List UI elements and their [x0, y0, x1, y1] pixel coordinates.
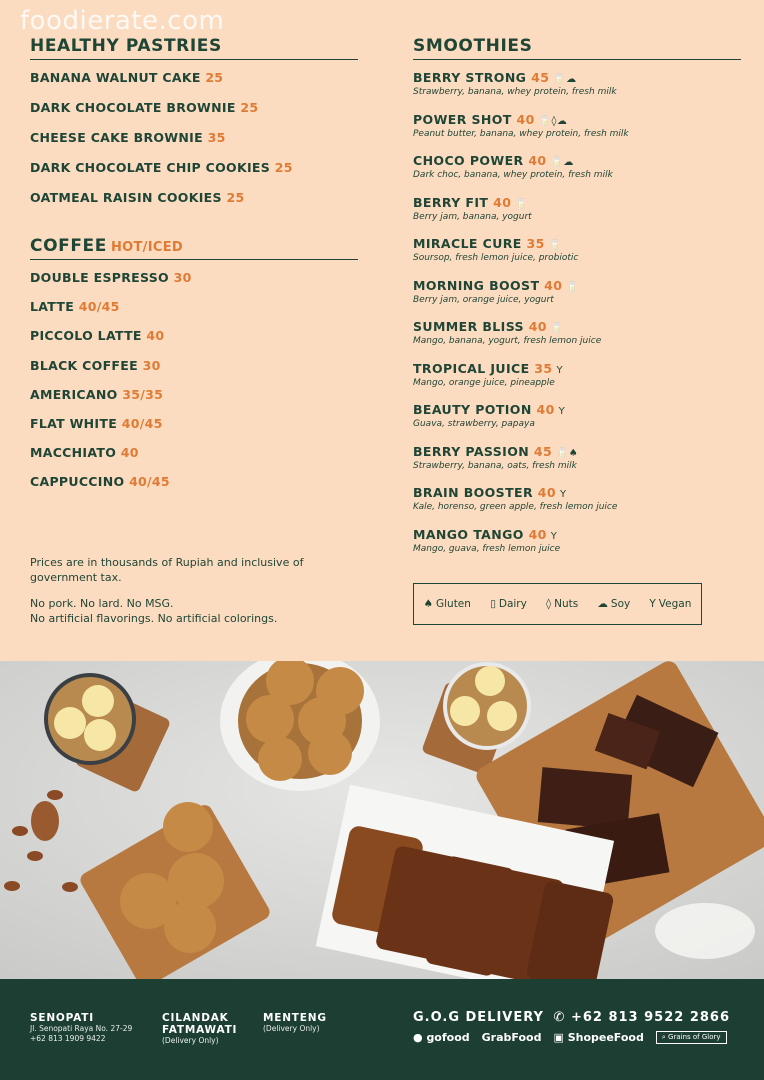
- gog-label: Grains of Glory: [668, 1033, 721, 1041]
- list-item: [30, 416, 358, 445]
- list-item: [30, 328, 358, 357]
- list-item: [30, 70, 358, 100]
- item-name: DOUBLE ESPRESSO: [30, 270, 169, 285]
- item-price: 25: [226, 190, 245, 205]
- location-menteng: [263, 1012, 327, 1034]
- item-name: AMERICANO: [30, 386, 118, 402]
- location-name-2: FATMAWATI: [162, 1024, 238, 1036]
- item-name: BERRY PASSION: [413, 443, 530, 459]
- no-artificial-note: No artificial flavorings. No artificial colorings.: [30, 611, 278, 625]
- list-item: [413, 153, 741, 195]
- food-photo-illustration: [0, 661, 764, 979]
- item-name: BEAUTY POTION: [413, 402, 532, 417]
- legend-label: Gluten: [435, 598, 471, 610]
- list-item: [30, 445, 358, 474]
- item-name: BERRY STRONG: [413, 70, 527, 85]
- dairy-icon: 🥛: [548, 240, 562, 251]
- legend-label: Dairy: [498, 598, 527, 610]
- list-item: [413, 402, 741, 444]
- list-item: [30, 130, 358, 160]
- list-item: [413, 195, 741, 237]
- item-name: POWER SHOT: [413, 111, 512, 127]
- item-price: 30: [142, 357, 161, 373]
- item-price: 40: [528, 153, 547, 168]
- list-item: [30, 358, 358, 387]
- item-price: 40: [537, 485, 556, 500]
- vegan-icon: Y: [649, 598, 656, 610]
- coffee-list: [30, 270, 358, 504]
- list-item: [413, 527, 741, 569]
- allergen-legend: [413, 583, 702, 625]
- left-column: [30, 36, 358, 490]
- item-name: MANGO TANGO: [413, 526, 524, 542]
- location-phone: +62 813 1909 9422: [30, 1034, 106, 1043]
- item-description: Kale, horenso, green apple, fresh lemon juice: [413, 502, 618, 512]
- item-description: Strawberry, banana, whey protein, fresh milk: [413, 87, 617, 97]
- list-item: [413, 278, 741, 320]
- item-description: Peanut butter, banana, whey protein, fresh milk: [413, 128, 629, 139]
- list-item: [413, 361, 741, 403]
- gofood-logo: ● gofood: [413, 1031, 470, 1044]
- item-price: 35: [207, 130, 226, 145]
- coffee-subtitle: HOT/ICED: [110, 240, 183, 255]
- item-price: 40/45: [129, 474, 170, 490]
- shopeefood-logo: ▣ ShopeeFood: [553, 1031, 644, 1044]
- item-name: BERRY FIT: [413, 194, 489, 210]
- delivery-apps: [413, 1031, 727, 1044]
- item-name: DARK CHOCOLATE BROWNIE: [30, 100, 236, 115]
- whatsapp-icon: ✆: [553, 1010, 566, 1025]
- item-name: LATTE: [30, 299, 75, 315]
- location-cilandak: [162, 1012, 237, 1046]
- item-price: 25: [205, 70, 224, 85]
- item-description: Mango, orange juice, pineapple: [413, 377, 555, 388]
- list-item: [30, 474, 358, 503]
- item-price: 40: [146, 328, 165, 344]
- item-name: MACCHIATO: [30, 445, 117, 461]
- item-name: DARK CHOCOLATE CHIP COOKIES: [30, 160, 271, 175]
- location-name: MENTENG: [263, 1012, 327, 1024]
- vegan-icon: Y: [550, 530, 558, 542]
- legend-nuts: [546, 598, 578, 610]
- delivery-label: G.O.G DELIVERY: [413, 1010, 544, 1025]
- delivery-phone: +62 813 9522 2866: [570, 1010, 730, 1025]
- vegan-icon: Y: [556, 364, 564, 376]
- dairy-icon: 🥛: [515, 198, 529, 210]
- item-price: 40/45: [121, 415, 163, 431]
- dairy-icon: 🥛: [566, 281, 580, 293]
- item-price: 40: [544, 277, 563, 293]
- list-item: [30, 100, 358, 130]
- coffee-title-text: COFFEE: [30, 236, 107, 256]
- food-photo: [0, 661, 764, 979]
- location-note: (Delivery Only): [263, 1024, 320, 1033]
- dairy-soy-icon: 🥛☁: [553, 74, 577, 85]
- shopeefood-label: ShopeeFood: [567, 1031, 644, 1044]
- item-price: 40: [536, 402, 555, 417]
- list-item: [413, 485, 741, 527]
- vegan-icon: Y: [558, 406, 566, 417]
- item-name: CAPPUCCINO: [30, 474, 125, 490]
- item-price: 45: [531, 70, 550, 85]
- watermark: foodierate.com: [20, 6, 225, 36]
- delivery-info: [413, 1010, 730, 1025]
- pastries-title: HEALTHY PASTRIES: [30, 36, 358, 60]
- item-price: 35: [526, 236, 545, 251]
- legend-dairy: [490, 598, 527, 610]
- legend-label: Vegan: [658, 598, 692, 610]
- list-item: [413, 236, 741, 278]
- smoothies-list: [413, 70, 741, 568]
- location-senopati: [30, 1012, 132, 1044]
- list-item: [30, 160, 358, 190]
- item-name: MIRACLE CURE: [413, 236, 522, 251]
- list-item: [413, 70, 741, 112]
- item-name: FLAT WHITE: [30, 415, 118, 431]
- item-description: Berry jam, orange juice, yogurt: [413, 294, 554, 305]
- item-price: 45: [533, 443, 553, 459]
- price-note: Prices are in thousands of Rupiah and inclusive of government tax.: [30, 556, 304, 584]
- dairy-icon: 🥛: [550, 323, 564, 334]
- item-name: PICCOLO LATTE: [30, 328, 142, 344]
- item-price: 25: [240, 100, 259, 115]
- dairy-soy-icon: 🥛☁: [550, 157, 574, 168]
- smoothies-title: SMOOTHIES: [413, 36, 741, 60]
- item-description: Mango, banana, yogurt, fresh lemon juice: [413, 336, 602, 346]
- location-name: SENOPATI: [30, 1012, 94, 1024]
- coffee-section: [30, 236, 358, 504]
- dairy-gluten-icon: 🥛♠: [556, 447, 579, 459]
- footer: [0, 979, 764, 1080]
- list-item: [30, 299, 358, 328]
- item-name: TROPICAL JUICE: [413, 360, 530, 376]
- legend-label: Soy: [610, 598, 631, 610]
- list-item: [413, 319, 741, 361]
- item-description: Mango, guava, fresh lemon juice: [413, 543, 561, 554]
- item-name: CHOCO POWER: [413, 153, 524, 168]
- list-item: [30, 387, 358, 416]
- item-description: Soursop, fresh lemon juice, probiotic: [413, 253, 579, 263]
- legend-label: Nuts: [554, 598, 579, 610]
- item-description: Strawberry, banana, oats, fresh milk: [413, 460, 577, 471]
- vegan-icon: Y: [559, 489, 567, 500]
- item-name: CHEESE CAKE BROWNIE: [30, 130, 203, 145]
- legend-gluten: [424, 598, 471, 610]
- item-price: 40/45: [78, 299, 120, 315]
- item-name: BANANA WALNUT CAKE: [30, 70, 201, 85]
- item-price: 40: [493, 194, 512, 210]
- item-price: 40: [528, 526, 547, 542]
- item-description: Dark choc, banana, whey protein, fresh milk: [413, 170, 613, 180]
- grabfood-logo: GrabFood: [481, 1031, 542, 1044]
- dairy-nuts-soy-icon: 🥛◊☁: [538, 115, 568, 127]
- list-item: [413, 444, 741, 486]
- gluten-icon: ♠: [423, 598, 433, 610]
- item-price: 40: [120, 445, 139, 461]
- item-name: SUMMER BLISS: [413, 319, 524, 334]
- soy-icon: ☁: [597, 598, 608, 610]
- gofood-label: gofood: [426, 1031, 470, 1044]
- item-name: BLACK COFFEE: [30, 357, 138, 373]
- location-note: (Delivery Only): [162, 1036, 219, 1045]
- location-address: Jl. Senopati Raya No. 27-29: [30, 1024, 133, 1033]
- list-item: [413, 112, 741, 154]
- coffee-title: [30, 236, 358, 260]
- menu-notes: [30, 556, 360, 638]
- item-price: 35: [534, 360, 553, 376]
- item-price: 35/35: [122, 386, 164, 402]
- right-column: [413, 36, 741, 568]
- item-name: BRAIN BOOSTER: [413, 485, 533, 500]
- location-name: CILANDAK: [162, 1012, 229, 1024]
- item-price: 40: [516, 111, 535, 127]
- item-description: Berry jam, banana, yogurt: [413, 211, 532, 222]
- item-price: 40: [528, 319, 547, 334]
- item-description: Guava, strawberry, papaya: [413, 419, 535, 429]
- item-price: 25: [274, 160, 293, 175]
- list-item: [30, 270, 358, 299]
- legend-soy: [597, 598, 630, 610]
- list-item: [30, 190, 358, 220]
- item-name: MORNING BOOST: [413, 277, 540, 293]
- grains-of-glory-badge: ⌕ Grains of Glory: [656, 1031, 727, 1044]
- item-price: 30: [173, 270, 192, 285]
- pastries-list: [30, 70, 358, 220]
- nuts-icon: ◊: [545, 598, 552, 610]
- legend-vegan: [649, 598, 691, 610]
- dairy-icon: ▯: [490, 598, 496, 610]
- no-pork-note: No pork. No lard. No MSG.: [30, 597, 174, 610]
- item-name: OATMEAL RAISIN COOKIES: [30, 190, 222, 205]
